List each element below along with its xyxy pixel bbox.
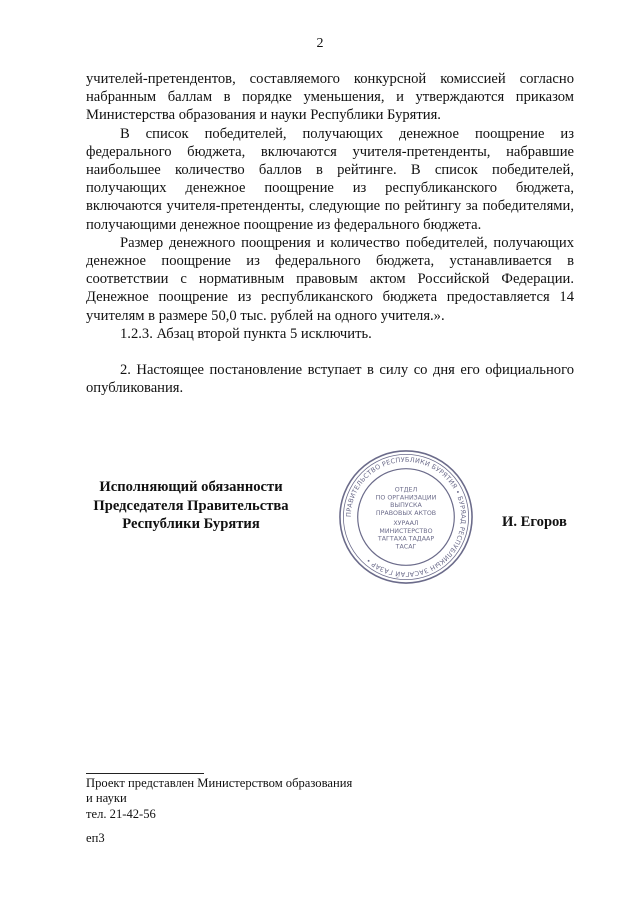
footnote-divider: [86, 773, 204, 774]
stamp-line: ХУРААЛ: [393, 519, 419, 527]
signature-title-line-3: Республики Бурятия: [122, 516, 260, 532]
stamp-line: МИНИСТЕРСТВО: [379, 527, 433, 535]
paragraph-continuation: учителей-претендентов, составляемого конкурсной комиссией согласно набранным баллам в порядке уменьшения, и утверждаются приказом Министерства образования и науки Республики Бурятия.: [86, 71, 574, 124]
stamp-line: ПО ОРГАНИЗАЦИИ: [375, 494, 437, 502]
stamp-line: ВЫПУСКА: [390, 502, 422, 510]
stamp-line: ОТДЕЛ: [394, 486, 418, 494]
svg-text:ПРАВИТЕЛЬСТВО РЕСПУБЛИКИ БУРЯТ: [345, 456, 467, 579]
document-body: [86, 70, 574, 397]
official-seal-stamp: [337, 448, 475, 586]
stamp-line: ПРАВОВЫХ АКТОВ: [375, 510, 437, 518]
footnote-line-2: и науки: [86, 791, 127, 806]
paragraph-effective-date: 2. Настоящее постановление вступает в силу со дня его официального опубликования.: [86, 362, 574, 397]
stamp-line: ТАСАГ: [395, 543, 417, 551]
footnote-phone: тел. 21-42-56: [86, 806, 156, 821]
footnote-code: еп3: [86, 831, 105, 846]
paragraph-clause-1-2-3: 1.2.3. Абзац второй пункта 5 исключить.: [120, 325, 372, 342]
footnote-line-1: Проект представлен Министерством образования: [86, 776, 353, 790]
signature-title-line-1: Исполняющий обязанности: [99, 479, 283, 495]
stamp-ring-text: ПРАВИТЕЛЬСТВО РЕСПУБЛИКИ БУРЯТИЯ • БУРЯАД РЕСПУБЛИКЫН ЗАСАГАЙ ГАЗАР •: [344, 455, 468, 579]
signature-title-line-2: Председателя Правительства: [93, 497, 289, 514]
paragraph-reward-amount: Размер денежного поощрения и количество победителей, получающих денежное поощрение из федерального бюджета, устанавливается в соответствии с нормативным правовым актом Российской Федерации. Денежное поощрение из республиканского бюджета предоставляется 14 учителям в размере 50,0 тыс. рублей на одного учителя.».: [86, 234, 574, 324]
signature-title-block: [86, 478, 296, 534]
paragraph-winners-federal: В список победителей, получающих денежное поощрение из федерального бюджета, включаются учителя-претенденты, набравшие наибольшее количество баллов в рейтинге. В список победителей, получающих денежное поощрение из республиканского бюджета, включаются учителя-претенденты, следующие по рейтингу за победителями, получающими денежное поощрение из федерального бюджета.: [86, 125, 574, 233]
footnote-block: [86, 776, 352, 847]
signer-name: И. Егоров: [502, 514, 567, 530]
page-number: 2: [316, 36, 324, 51]
stamp-line: ТАГТАХА ТАДААР: [377, 535, 435, 543]
